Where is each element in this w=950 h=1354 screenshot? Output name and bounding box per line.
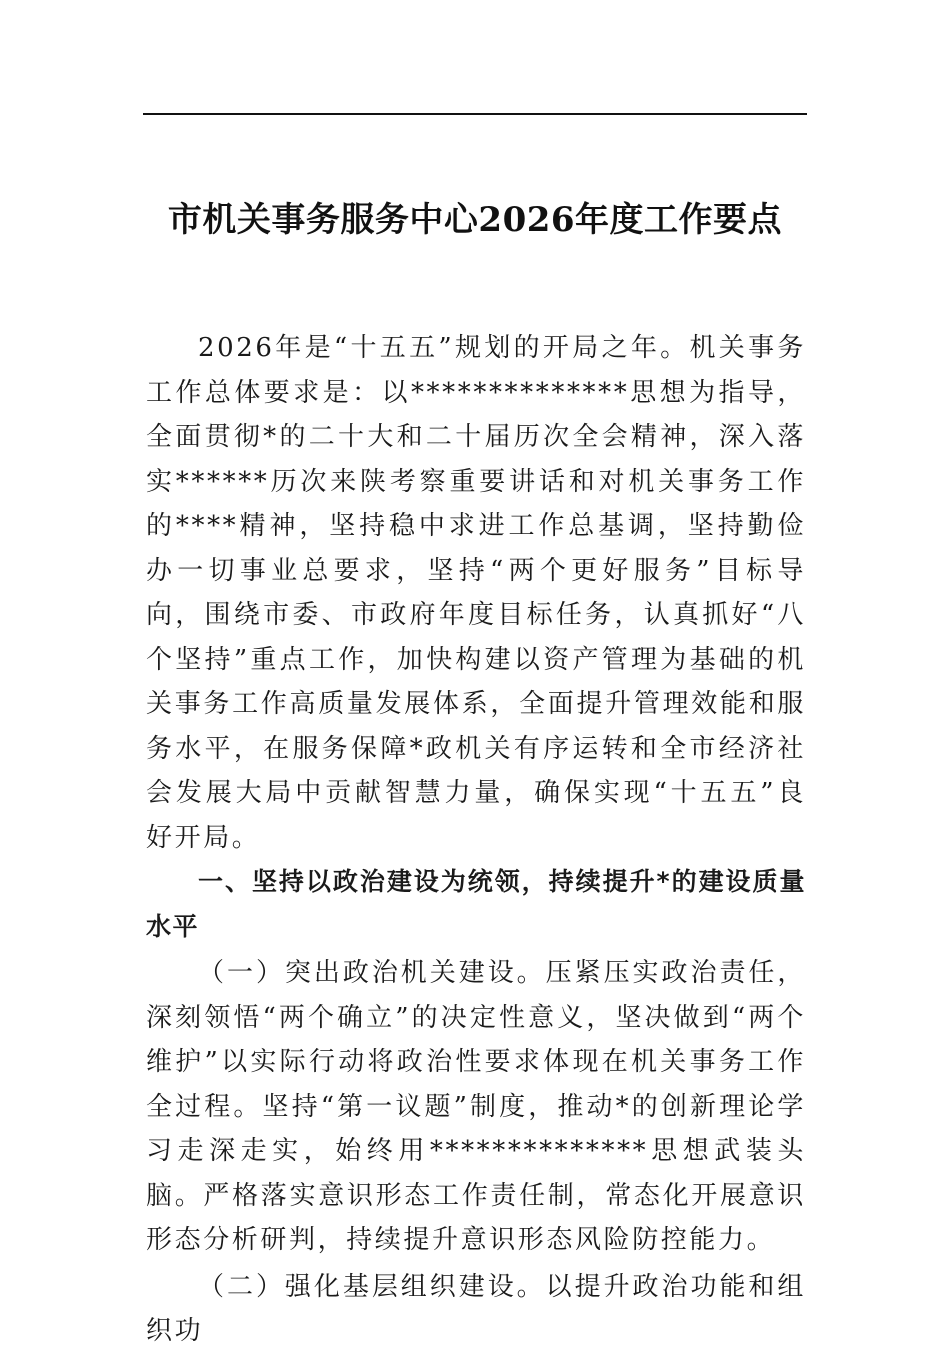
header-rule [143, 113, 807, 115]
document-body [146, 326, 806, 1354]
document-title: 市机关事务服务中心2026年度工作要点 [167, 200, 783, 240]
section-heading-1: 一、坚持以政治建设为统领，持续提升*的建设质量水平 [146, 867, 806, 941]
intro-paragraph: 2026年是“十五五”规划的开局之年。机关事务工作总体要求是：以**************思想为指导，全面贯彻*的二十大和二十届历次全会精神，深入落实******历次来陕考察重要讲话和对机关事务工作的****精神，坚持稳中求进工作总基调，坚持勤俭办一切事业总要求，坚持“两个更好服务”目标导向，围绕市委、市政府年度目标任务，认真抓好“八个坚持”重点工作，加快构建以资产管理为基础的机关事务工作高质量发展体系，全面提升管理效能和服务水平，在服务保障*政机关有序运转和全市经济社会发展大局中贡献智慧力量，确保实现“十五五”良好开局。 [146, 333, 806, 853]
item-paragraph-1: （一）突出政治机关建设。压紧压实政治责任，深刻领悟“两个确立”的决定性意义，坚决做到“两个维护”以实际行动将政治性要求体现在机关事务工作全过程。坚持“第一议题”制度，推动*的创新理论学习走深走实，始终用**************思想武装头脑。严格落实意识形态工作责任制，常态化开展意识形态分析研判，持续提升意识形态风险防控能力。 [146, 958, 806, 1255]
item-paragraph-2: （二）强化基层组织建设。以提升政治功能和组织功 [146, 1271, 806, 1346]
